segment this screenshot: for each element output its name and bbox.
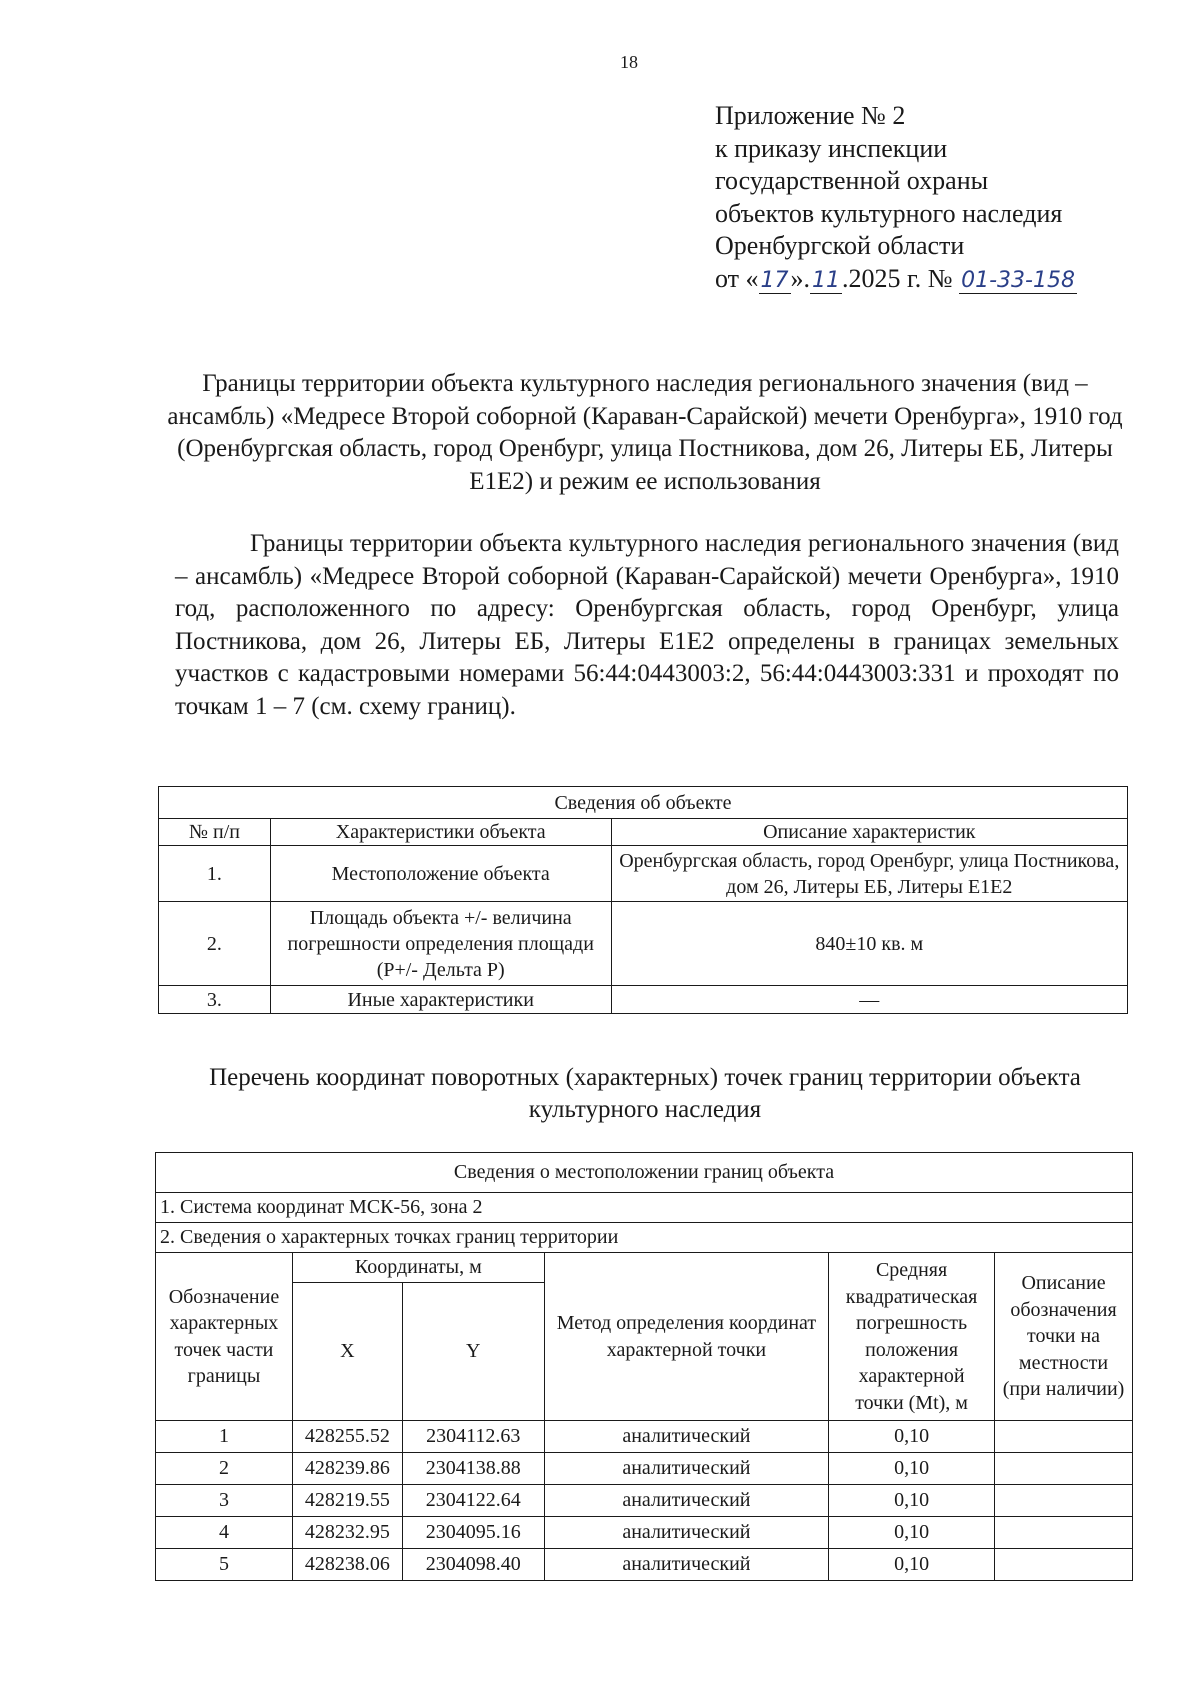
annex-date-line bbox=[715, 263, 1077, 298]
annex-line-3: государственной охраны bbox=[715, 166, 989, 195]
date-year: .2025 г. № bbox=[842, 263, 953, 293]
mean-error: 0,10 bbox=[829, 1485, 995, 1517]
object-table-header-num: № п/п bbox=[159, 819, 271, 846]
date-mid: ». bbox=[790, 263, 811, 293]
point-description bbox=[995, 1453, 1133, 1485]
method: аналитический bbox=[544, 1549, 828, 1581]
table-row bbox=[156, 1485, 1133, 1517]
table-row bbox=[156, 1549, 1133, 1581]
annex-line-4: объектов культурного наследия bbox=[715, 198, 1063, 228]
header-point-designation: Обозначение характерных точек части границы bbox=[156, 1253, 293, 1421]
mean-error: 0,10 bbox=[829, 1453, 995, 1485]
row-description: — bbox=[611, 986, 1127, 1014]
header-y: Y bbox=[402, 1283, 544, 1421]
row-characteristic: Иные характеристики bbox=[270, 986, 611, 1014]
point-id: 4 bbox=[156, 1517, 293, 1549]
table-row bbox=[156, 1453, 1133, 1485]
row-number: 1. bbox=[159, 846, 271, 902]
header-method: Метод определения координат характерной точки bbox=[544, 1253, 828, 1421]
point-description bbox=[995, 1517, 1133, 1549]
coord-x: 428219.55 bbox=[292, 1485, 402, 1517]
annex-header bbox=[715, 100, 1077, 297]
point-id: 2 bbox=[156, 1453, 293, 1485]
table-row bbox=[159, 902, 1128, 986]
annex-line-5: Оренбургской области bbox=[715, 231, 965, 260]
coordinate-system: 1. Система координат МСК-56, зона 2 bbox=[156, 1193, 1133, 1223]
object-table-header-name: Характеристики объекта bbox=[270, 819, 611, 846]
point-description bbox=[995, 1485, 1133, 1517]
method: аналитический bbox=[544, 1453, 828, 1485]
coord-y: 2304095.16 bbox=[402, 1517, 544, 1549]
point-id: 5 bbox=[156, 1549, 293, 1581]
row-description: 840±10 кв. м bbox=[611, 902, 1127, 986]
coordinates-table bbox=[155, 1152, 1133, 1581]
row-characteristic: Площадь объекта +/- величина погрешности определения площади (Р+/- Дельта Р) bbox=[270, 902, 611, 986]
row-number: 3. bbox=[159, 986, 271, 1014]
coord-x: 428232.95 bbox=[292, 1517, 402, 1549]
table-row bbox=[156, 1517, 1133, 1549]
body-paragraph: Границы территории объекта культурного наследия регионального значения (вид – ансамбль) «Медресе Второй соборной (Караван-Сарайской) мечети Оренбурга», 1910 год, расположенного по адресу: Оренбургская область, город Оренбург, улица Постникова, дом 26, Литеры ЕБ, Литеры Е1Е2 определены в границах земельных участков с кадастровыми номерами 56:44:0443003:2, 56:44:0443003:331 и проходят по точкам 1 – 7 (см. схему границ). bbox=[175, 530, 1119, 720]
mean-error: 0,10 bbox=[829, 1517, 995, 1549]
point-id: 3 bbox=[156, 1485, 293, 1517]
handwritten-month: 11 bbox=[812, 267, 841, 293]
coord-x: 428238.06 bbox=[292, 1549, 402, 1581]
document-title: Границы территории объекта культурного наследия регионального значения (вид – ансамбль) «Медресе Второй соборной (Караван-Сарайской) мечети Оренбурга», 1910 год (Оренбургская область, город Оренбург, улица Постникова, дом 26, Литеры ЕБ, Литеры Е1Е2) и режим ее использования bbox=[167, 370, 1123, 495]
mean-error: 0,10 bbox=[829, 1549, 995, 1581]
date-prefix: от « bbox=[715, 263, 759, 293]
annex-line-2: к приказу инспекции bbox=[715, 133, 948, 163]
table-row bbox=[156, 1421, 1133, 1453]
coord-y: 2304098.40 bbox=[402, 1549, 544, 1581]
point-description bbox=[995, 1549, 1133, 1581]
handwritten-order-number: 01-33-158 bbox=[961, 267, 1075, 293]
coord-y: 2304122.64 bbox=[402, 1485, 544, 1517]
row-description: Оренбургская область, город Оренбург, улица Постникова, дом 26, Литеры ЕБ, Литеры Е1Е2 bbox=[611, 846, 1127, 902]
coord-y: 2304112.63 bbox=[402, 1421, 544, 1453]
header-point-description: Описание обозначения точки на местности (при наличии) bbox=[995, 1253, 1133, 1421]
point-description bbox=[995, 1421, 1133, 1453]
points-section-label: 2. Сведения о характерных точках границ территории bbox=[156, 1223, 1133, 1253]
header-x: X bbox=[292, 1283, 402, 1421]
coordinates-section-title: Перечень координат поворотных (характерных) точек границ территории объекта культурного наследия bbox=[209, 1064, 1081, 1123]
method: аналитический bbox=[544, 1485, 828, 1517]
annex-line-1: Приложение № 2 bbox=[715, 101, 906, 130]
handwritten-day: 17 bbox=[760, 267, 789, 293]
method: аналитический bbox=[544, 1517, 828, 1549]
coords-table-caption: Сведения о местоположении границ объекта bbox=[156, 1153, 1133, 1193]
page-number: 18 bbox=[620, 52, 638, 72]
coord-x: 428239.86 bbox=[292, 1453, 402, 1485]
mean-error: 0,10 bbox=[829, 1421, 995, 1453]
method: аналитический bbox=[544, 1421, 828, 1453]
object-info-table bbox=[158, 786, 1128, 1014]
row-characteristic: Местоположение объекта bbox=[270, 846, 611, 902]
object-table-header-desc: Описание характеристик bbox=[611, 819, 1127, 846]
header-coordinates: Координаты, м bbox=[292, 1253, 544, 1283]
header-mean-error: Средняя квадратическая погрешность положения характерной точки (Mt), м bbox=[829, 1253, 995, 1421]
table-row bbox=[159, 846, 1128, 902]
point-id: 1 bbox=[156, 1421, 293, 1453]
object-table-caption: Сведения об объекте bbox=[159, 787, 1128, 819]
row-number: 2. bbox=[159, 902, 271, 986]
coord-y: 2304138.88 bbox=[402, 1453, 544, 1485]
table-row bbox=[159, 986, 1128, 1014]
coord-x: 428255.52 bbox=[292, 1421, 402, 1453]
